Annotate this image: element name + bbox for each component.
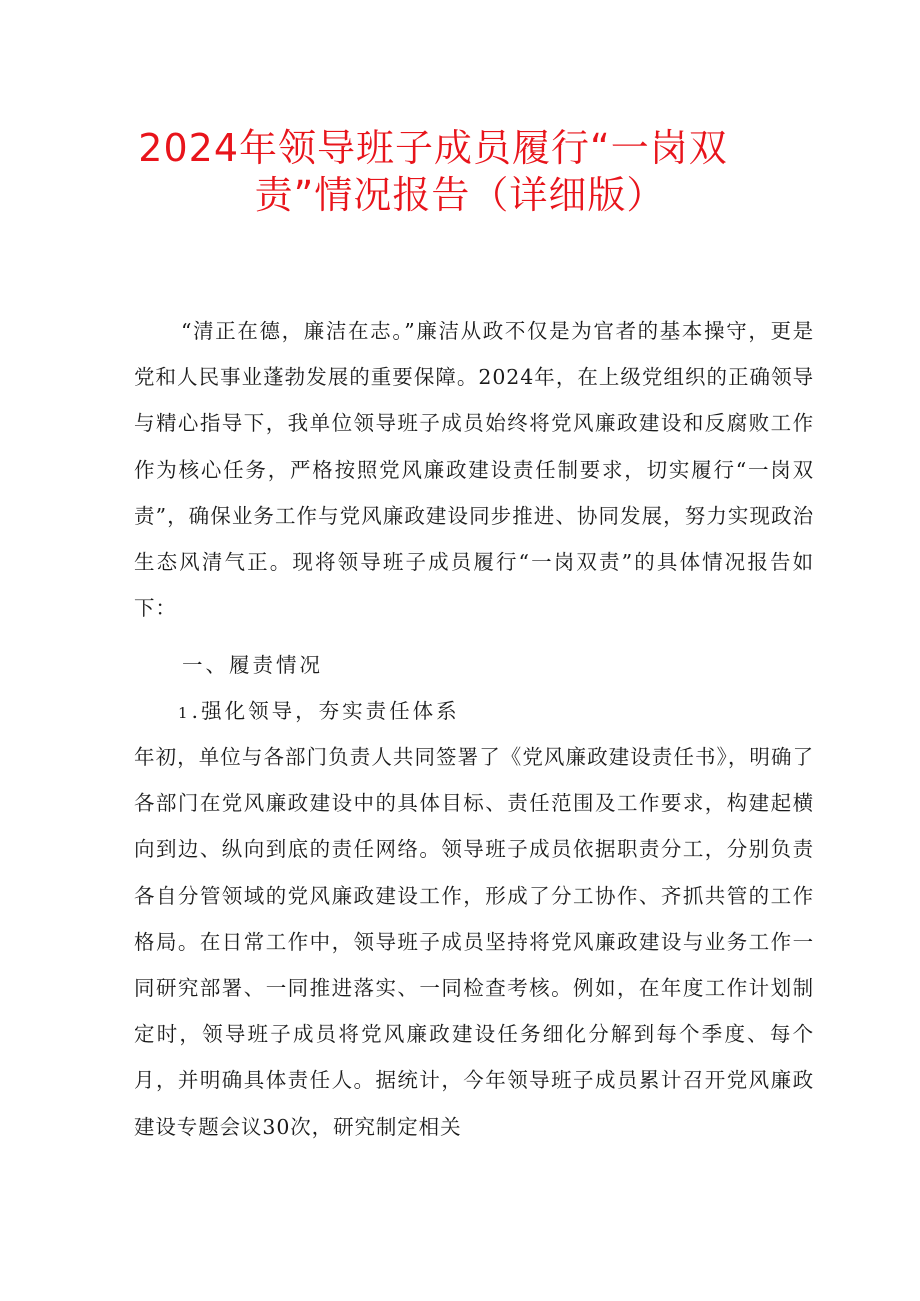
document-title-line-2: 责”情况报告（详细版）: [254, 173, 666, 217]
intro-paragraph: “清正在德，廉洁在志。”廉洁从政不仅是为官者的基本操守，更是党和人民事业蓬勃发展的重要保障。2024年，在上级党组织的正确领导与精心指导下，我单位领导班子成员始终将党风廉政建设和反腐败工作作为核心任务，严格按照党风廉政建设责任制要求，切实履行“一岗双责”，确保业务工作与党风廉政建设同步推进、协同发展，努力实现政治生态风清气正。现将领导班子成员履行“一岗双责”的具体情况报告如下：: [134, 319, 814, 621]
subsection-title: .强化领导，夯实责任体系: [191, 699, 460, 723]
subsection-number: 1: [178, 704, 192, 722]
section-heading: 一、履责情况: [182, 653, 323, 677]
body-paragraph: 年初，单位与各部门负责人共同签署了《党风廉政建设责任书》，明确了各部门在党风廉政建设中的具体目标、责任范围及工作要求，构建起横向到边、纵向到底的责任网络。领导班子成员依据职责分工，分别负责各自分管领域的党风廉政建设工作，形成了分工协作、齐抓共管的工作格局。在日常工作中，领导班子成员坚持将党风廉政建设与业务工作一同研究部署、一同推进落实、一同检查考核。例如，在年度工作计划制定时，领导班子成员将党风廉政建设任务细化分解到每个季度、每个月，并明确具体责任人。据统计，今年领导班子成员累计召开党风廉政建设专题会议30次，研究制定相关: [134, 745, 814, 1139]
subsection-heading: [178, 688, 460, 736]
document-title-line-1: 2024年领导班子成员履行“一岗双: [138, 126, 728, 170]
